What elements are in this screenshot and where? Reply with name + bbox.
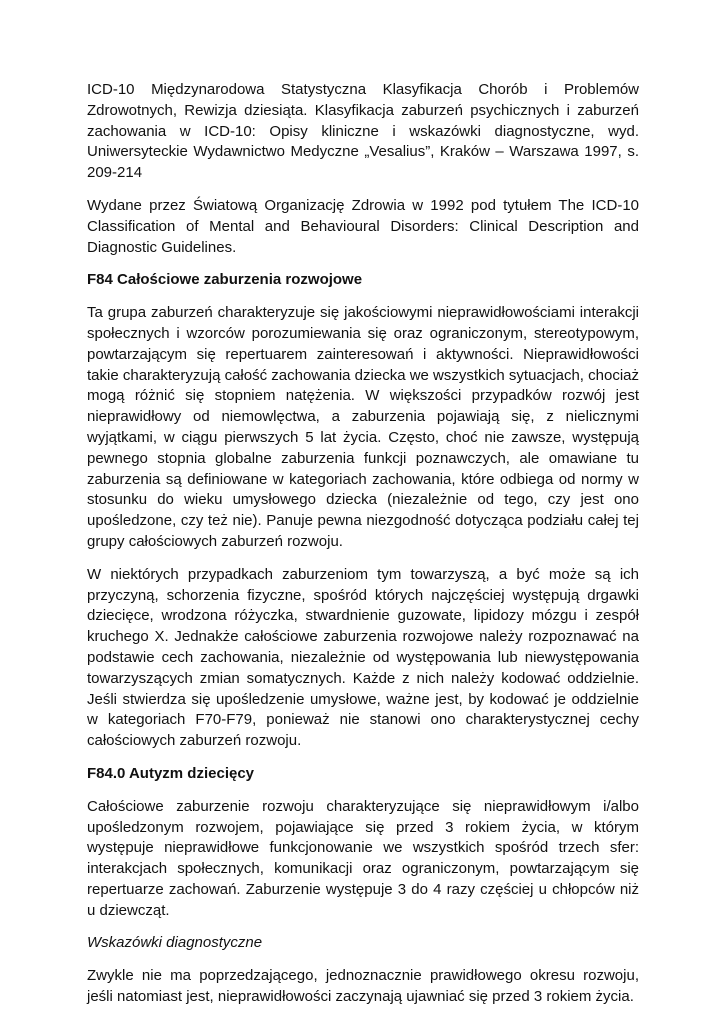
diagnostic-guidelines-paragraph: Zwykle nie ma poprzedzającego, jednoznacznie prawidłowego okresu rozwoju, jeśli natomiast jest, nieprawidłowości zaczynają ujawniać się przed 3 rokiem życia.	[87, 967, 639, 1006]
citation-paragraph: ICD-10 Międzynarodowa Statystyczna Klasyfikacja Chorób i Problemów Zdrowotnych, Rewizja dziesiąta. Klasyfikacja zaburzeń psychicznych i zaburzeń zachowania w ICD-10: Opisy kliniczne i wskazówki diagnostyczne, wyd. Uniwersyteckie Wydawnictwo Medyczne „Vesalius”, Kraków – Warszawa 1997, s. 209-214	[87, 81, 639, 182]
f84-comorbidity-paragraph: W niektórych przypadkach zaburzeniom tym towarzyszą, a być może są ich przyczyną, schorzenia fizyczne, spośród których najczęściej występują drgawki dziecięce, wrodzona różyczka, stwardnienie guzowate, lipidozy mózgu i zespół kruchego X. Jednakże całościowe zaburzenia rozwojowe należy rozpoznawać na podstawie cech zachowania, niezależnie od występowania lub niewystępowania towarzyszących zmian somatycznych. Każde z nich należy kodować oddzielnie. Jeśli stwierdza się upośledzenie umysłowe, ważne jest, by kodować je oddzielnie w kategoriach F70-F79, ponieważ nie stanowi ono charakterystycznej cechy całościowych zaburzeń rozwoju.	[87, 565, 639, 750]
section-heading-f840: F84.0 Autyzm dziecięcy	[87, 764, 255, 782]
f840-description-paragraph: Całościowe zaburzenie rozwoju charakteryzujące się nieprawidłowym i/albo upośledzonym rozwojem, pojawiające się przed 3 rokiem życia, w którym występuje nieprawidłowe funkcjonowanie we wszystkich spośród trzech sfer: interakcjach społecznych, komunikacji oraz ograniczonym, powtarzającym się repertuarze zachowań. Zaburzenie występuje 3 do 4 razy częściej u chłopców niż u dziewcząt.	[87, 797, 639, 919]
f84-description-paragraph: Ta grupa zaburzeń charakteryzuje się jakościowymi nieprawidłowościami interakcji społecznych i wzorców porozumiewania się oraz ograniczonym, stereotypowym, powtarzającym się repertuarem zainteresowań i aktywności. Nieprawidłowości takie charakteryzują całość zachowania dziecka we wszystkich sytuacjach, chociaż mogą różnić się stopniem natężenia. W większości przypadków rozwój jest nieprawidłowy od niemowlęctwa, a zaburzenia pojawiają się, z nielicznymi wyjątkami, w ciągu pierwszych 5 lat życia. Często, choć nie zawsze, występują pewnego stopnia globalne zaburzenia funkcji poznawczych, ale omawiane tu zaburzenia są definiowane w kategoriach zachowania, które odbiega od normy w stosunku do wieku umysłowego dziecka (niezależnie od tego, czy jest ono upośledzone, czy też nie). Panuje pewna niezgodność dotycząca podziału całej tej grupy całościowych zaburzeń rozwoju.	[87, 304, 639, 550]
diagnostic-guidelines-subheading: Wskazówki diagnostyczne	[87, 934, 263, 952]
section-heading-f84: F84 Całościowe zaburzenia rozwojowe	[87, 271, 363, 289]
document-body	[87, 80, 639, 1008]
publication-note-paragraph: Wydane przez Światową Organizację Zdrowia w 1992 pod tytułem The ICD-10 Classification of Mental and Behavioural Disorders: Clinical Description and Diagnostic Guidelines.	[87, 196, 639, 256]
